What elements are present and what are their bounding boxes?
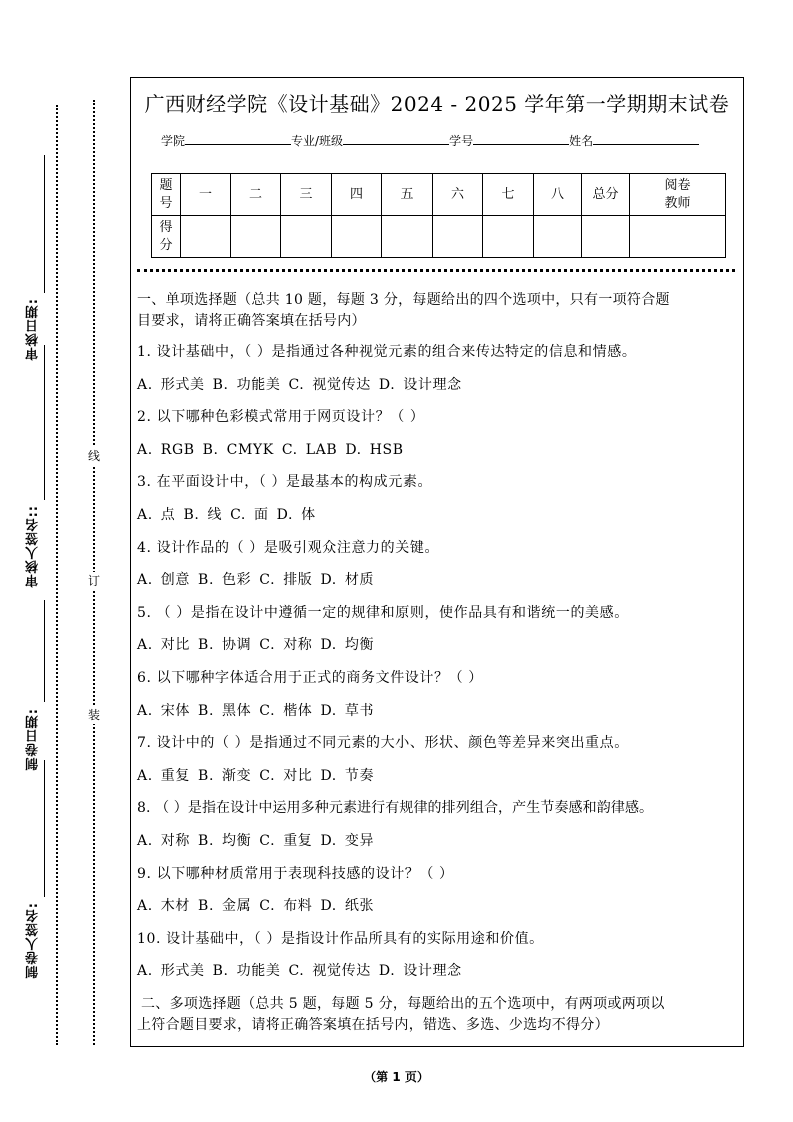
score-table bbox=[151, 173, 726, 258]
question-6: 6. 以下哪种字体适合用于正式的商务文件设计？（ ） bbox=[137, 669, 483, 686]
name-label: 姓名 bbox=[569, 134, 594, 148]
question-8: 8. （ ）是指在设计中运用多种元素进行有规律的排列组合，产生节奏感和韵律感。 bbox=[137, 800, 654, 817]
exam-content bbox=[137, 290, 743, 1036]
score-cell[interactable] bbox=[231, 216, 281, 258]
score-header-2: 二 bbox=[231, 174, 281, 216]
question-10: 10. 设计基础中，（ ）是指设计作品所具有的实际用途和价值。 bbox=[137, 930, 544, 947]
student-id-blank[interactable] bbox=[473, 132, 569, 145]
college-label: 学院 bbox=[161, 134, 186, 148]
maker-sign-line bbox=[44, 760, 45, 897]
binding-char-xian: 线 bbox=[85, 447, 103, 465]
score-cell[interactable] bbox=[534, 216, 582, 258]
major-label: 专业/班级 bbox=[291, 134, 344, 148]
question-5: 5. （ ）是指在设计中遵循一定的规律和原则，使作品具有和谐统一的美感。 bbox=[137, 604, 629, 621]
score-cell[interactable] bbox=[382, 216, 433, 258]
question-1-options: A. 形式美 B. 功能美 C. 视觉传达 D. 设计理念 bbox=[137, 376, 462, 393]
question-4: 4. 设计作品的（ ）是吸引观众注意力的关键。 bbox=[137, 539, 440, 556]
name-blank[interactable] bbox=[593, 132, 699, 145]
score-header-4: 四 bbox=[332, 174, 382, 216]
score-table-score-row bbox=[152, 216, 726, 258]
question-2-options: A. RGB B. CMYK C. LAB D. HSB bbox=[137, 441, 404, 458]
question-10-options: A. 形式美 B. 功能美 C. 视觉传达 D. 设计理念 bbox=[137, 963, 462, 980]
score-header-5: 五 bbox=[382, 174, 433, 216]
question-3-options: A. 点 B. 线 C. 面 D. 体 bbox=[137, 506, 316, 523]
score-header-1: 一 bbox=[181, 174, 231, 216]
score-cell[interactable] bbox=[181, 216, 231, 258]
exam-title: 广西财经学院《设计基础》2024 - 2025 学年第一学期期末试卷 bbox=[144, 92, 730, 116]
question-4-options: A. 创意 B. 色彩 C. 排版 D. 材质 bbox=[137, 572, 375, 589]
dotted-separator bbox=[137, 269, 735, 272]
question-2: 2. 以下哪种色彩模式常用于网页设计？（ ） bbox=[137, 409, 425, 426]
score-header-3: 三 bbox=[281, 174, 332, 216]
review-date-label: 审核日期: bbox=[26, 298, 41, 361]
score-cell[interactable] bbox=[630, 216, 726, 258]
question-7: 7. 设计中的（ ）是指通过不同元素的大小、形状、颜色等差异来突出重点。 bbox=[137, 735, 629, 752]
make-date-line bbox=[44, 600, 45, 702]
section1-heading: 一、单项选择题（总共 10 题，每题 3 分，每题给出的四个选项中，只有一项符合题 目要求，请将正确答案填在括号内） bbox=[137, 292, 670, 329]
question-6-options: A. 宋体 B. 黑体 C. 楷体 D. 草书 bbox=[137, 702, 375, 719]
question-1: 1. 设计基础中，（ ）是指通过各种视觉元素的组合来传达特定的信息和情感。 bbox=[137, 344, 637, 360]
binding-dotted-line-outer bbox=[56, 105, 58, 1045]
college-blank[interactable] bbox=[185, 132, 291, 145]
exam-frame bbox=[130, 77, 744, 1047]
binding-char-zhuang: 装 bbox=[85, 706, 103, 724]
question-3: 3. 在平面设计中，（ ）是最基本的构成元素。 bbox=[137, 474, 433, 491]
score-table-header-row bbox=[152, 174, 726, 216]
question-list bbox=[137, 342, 743, 982]
score-cell[interactable] bbox=[582, 216, 630, 258]
score-cell[interactable] bbox=[433, 216, 483, 258]
score-header-8: 八 bbox=[534, 174, 582, 216]
score-header-total: 总分 bbox=[582, 174, 630, 216]
question-9: 9. 以下哪种材质常用于表现科技感的设计？（ ） bbox=[137, 865, 454, 882]
question-8-options: A. 对称 B. 均衡 C. 重复 D. 变异 bbox=[137, 832, 375, 849]
score-cell[interactable] bbox=[281, 216, 332, 258]
question-7-options: A. 重复 B. 渐变 C. 对比 D. 节奏 bbox=[137, 767, 375, 784]
page-number: （第 1 页） bbox=[364, 1070, 429, 1084]
reviewer-sign-label: 审核人签名:: bbox=[26, 505, 41, 588]
score-header-6: 六 bbox=[433, 174, 483, 216]
score-cell[interactable] bbox=[483, 216, 534, 258]
score-header-grader: 阅卷教师 bbox=[630, 174, 726, 216]
student-info-row bbox=[161, 132, 721, 149]
question-5-options: A. 对比 B. 协调 C. 对称 D. 均衡 bbox=[137, 637, 375, 654]
score-header-7: 七 bbox=[483, 174, 534, 216]
question-9-options: A. 木材 B. 金属 C. 布料 D. 纸张 bbox=[137, 898, 375, 915]
score-cell-question-no: 题号 bbox=[152, 174, 181, 216]
review-date-line bbox=[44, 155, 45, 293]
major-blank[interactable] bbox=[343, 132, 449, 145]
section2-heading: 二、多项选择题（总共 5 题，每题 5 分，每题给出的五个选项中，有两项或两项以 上符合题目要求，请将正确答案填在括号内，错选、多选、少选均不得分） bbox=[137, 995, 665, 1033]
score-cell[interactable] bbox=[332, 216, 382, 258]
make-date-label: 制卷日期: bbox=[26, 708, 41, 771]
score-cell-score-label: 得分 bbox=[152, 216, 181, 258]
student-id-label: 学号 bbox=[449, 134, 474, 148]
maker-sign-label: 制卷人签名: bbox=[26, 902, 41, 979]
reviewer-sign-line bbox=[44, 345, 45, 500]
binding-char-ding: 订 bbox=[85, 572, 103, 590]
